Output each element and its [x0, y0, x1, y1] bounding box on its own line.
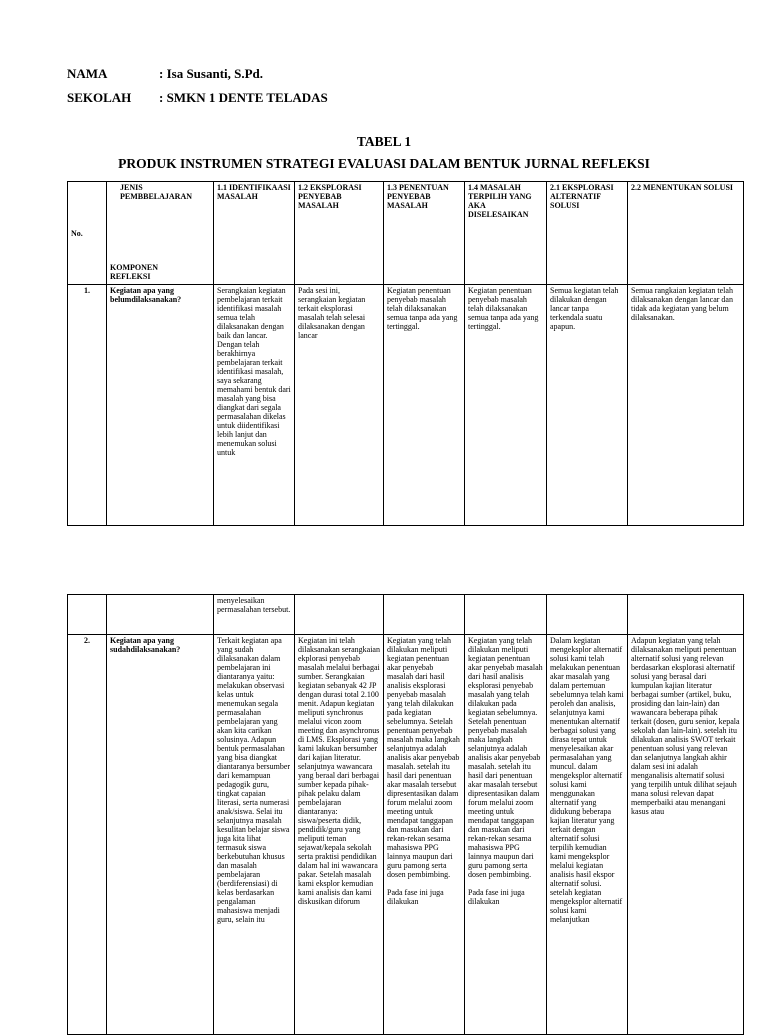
cell-text-tail: Pada fase ini juga dilakukan — [387, 888, 444, 906]
col-header-1-2: 1.2 EKSPLORASI PENYEBAB MASALAH — [295, 182, 384, 285]
col-header-2-2: 2.2 MENENTUKAN SOLUSI — [628, 182, 744, 285]
table-cell: Kegiatan ini telah dilaksanakan serangkaian ekplorasi penyebab masalah melalui berbagai sumber. Serangkaian kegiatan sebanyak 42 JP dengan durasi total 2.100 menit. Adapun kegiatan meliputi synchronus melalui vicon zoom meeting dan asynchronus di LMS. Eksplorasi yang kami lakukan bersumber dari kajian literatur. selanjutnya wawancara yang beraal dari berbagai sumber kepada pihak-pihak pelaku dalam pembelajaran diantaranya: siswa/peserta didik, pendidik/guru yang meliputi teman sejawat/kepala sekolah serta praktisi pendidikan dalam hal ini wawancara pakar. Setelah masalah kami eksplor kemudian kami analisis dan kami diskusikan diforum — [295, 635, 384, 1035]
col-header-1-1: 1.1 IDENTIFIKAASI MASALAH — [214, 182, 295, 285]
sekolah-label: SEKOLAH — [67, 90, 132, 105]
table-cell — [465, 635, 547, 1035]
sekolah-value: : SMKN 1 DENTE TELADAS — [159, 90, 328, 105]
cell-text: Kegiatan yang telah dilakukan meliputi kegiatan penentuan akar penyebab masalah dari hasil analisis eksplorasi penyebab masalah yang telah dilakukan pada kegiatan sebelumnya. Setelah penentuan penyebab masalah maka langkah selanjutnya adalah analisis akar penyebab masalah. setelah itu hasil dari penentuan akar masalah tersebut dipresentasikan dalam forum melalui zoom meeting untuk mendapat tanggapan dan masukan dari rekan-rekan sesama mahasiswa PPG lainnya maupun dari guru pamong serta dosen pembimbing. — [468, 636, 543, 879]
table-cell: Terkait kegiatan apa yang sudah dilaksanakan dalam pembelajaran ini diantaranya yaitu: melakukan observasi kelas untuk menemukan segala permasalahan pembelajaran yang akan kita carikan solusinya. Adapun bentuk permasalahan yang bisa diangkat diantaranya bersumber dari kemampuan pedagogik guru, tingkat capaian literasi, serta numerasi anak/siswa. Selai itu selanjutnya masalah kesulitan belajar siswa juga kita lihat termasuk siswa berkebutuhan khusus dan masalah pembelajaran (berdiferensiasi) di kelas berdasarkan pengalaman mahasiswa menjadi guru, selain itu — [214, 635, 295, 1035]
jenis-komponen-header — [107, 182, 214, 285]
nama-label: NAMA — [67, 66, 108, 81]
table-cell: Semua rangkaian kegiatan telah dilaksanakan dengan lancar dan tidak ada kegiatan yang belum dilaksanakan. — [628, 285, 744, 526]
row-number: 2. — [68, 635, 107, 1035]
row-number: 1. — [68, 285, 107, 526]
continuation-row — [68, 595, 744, 635]
cell-text-tail: Pada fase ini juga dilakukan — [468, 888, 525, 906]
table-row — [68, 635, 744, 1035]
table-number: TABEL 1 — [356, 134, 412, 149]
table-cell: Kegiatan penentuan penyebab masalah telah dilaksanakan semua tanpa ada yang tertinggal. — [465, 285, 547, 526]
table-title: PRODUK INSTRUMEN STRATEGI EVALUASI DALAM BENTUK JURNAL REFLEKSI — [118, 156, 650, 171]
table-cell: Pada sesi ini, serangkaian kegiatan terkait eksplorasi masalah telah selesai dilaksanakan dengan lancar — [295, 285, 384, 526]
row-component: Kegiatan apa yang sudahdilaksanakan? — [107, 635, 214, 1035]
table-cell: Kegiatan penentuan penyebab masalah telah dilaksanakan semua tanpa ada yang tertinggal. — [384, 285, 465, 526]
komponen-label: KOMPONEN REFLEKSI — [110, 263, 158, 281]
table-cell: Adapun kegiatan yang telah dilaksanakan meliputi penentuan alternatif solusi yang relevan berdasarkan eksplorasi alternatif solusi yang berasal dari kumpulan kajian literatur berbagai sumber (artikel, buku, prosiding dan lain-lain) dan wawancara beberapa pihak terkait (dosen, guru senior, kepala sekolah dan lain-lain). setelah itu dilakukan analisis SWOT terkait penentuan solusi yang relevan dan selanjutnya langkah akhir dalam sesi ini adalah menganalisis alternatif solusi yang terpilih untuk dilihat sejauh mana solusi relevan dapat memperbaiki atau menangani kasus atau — [628, 635, 744, 1035]
reflection-table-part1 — [67, 181, 744, 526]
table-cell: Serangkaian kegiatan pembelajaran terkait identifikasi masalah semua telah dilaksanakan dengan baik dan lancar. Dengan telah berakhirnya pembelajaran terkait identifikasi masalah, saya sekarang memahami bentuk dari masalah yang bisa diangkat dari segala permasalahan dikelas untuk diidentifikasi lebih lanjut dan menemukan solusi untuk — [214, 285, 295, 526]
no-header: No. — [68, 182, 107, 285]
jenis-label: JENIS PEMBBELAJARAN — [120, 183, 193, 201]
nama-value: : Isa Susanti, S.Pd. — [159, 66, 264, 81]
col-header-1-4: 1.4 MASALAH TERPILIH YANG AKA DISELESAIKAN — [465, 182, 547, 285]
reflection-table-part2 — [67, 594, 744, 1035]
col-header-2-1: 2.1 EKSPLORASI ALTERNATIF SOLUSI — [547, 182, 628, 285]
col-header-1-3: 1.3 PENENTUAN PENYEBAB MASALAH — [384, 182, 465, 285]
table-cell — [384, 635, 465, 1035]
continuation-cell: menyelesaikan permasalahan tersebut. — [214, 595, 295, 635]
cell-text: Kegiatan yang telah dilakukan meliputi kegiatan penentuan akar penyebab masalah dari hasil analisis eksplorasi penyebab masalah yang telah dilakukan pada kegiatan sebelumnya. Setelah penentuan penyebab masalah maka langkah selanjutnya adalah analisis akar penyebab masalah. setelah itu hasil dari penentuan akar masalah tersebut dipresentasikan dalam forum melalui zoom meeting untuk mendapat tanggapan dan masukan dari rekan-rekan sesama mahasiswa PPG lainnya maupun dari guru pamong serta dosen pembimbing. — [387, 636, 460, 879]
table-row — [68, 285, 744, 526]
table-header-row — [68, 182, 744, 285]
table-cell: Dalam kegiatan mengeksplor alternatif solusi kami telah melakukan penentuan akar masalah yang dalam pertemuan sebelumnya telah kami peroleh dan analisis, selanjutnya kami menentukan alternatif berbagai solusi yang dirasa tepat untuk menyelesaikan akar permasalahan yang muncul. dalam mengeksplor alternatif solusi kami menggunakan alternatif yang didukung beberapa kajian literatur yang terkait dengan alternatif solusi terpilih kemudian kami mengeksplor melalui kegiatan analisis hasil ekspor alternatif solusi. setelah kegiatan mengeksplor alternatif solusi kami melanjutkan — [547, 635, 628, 1035]
table-cell: Semua kegiatan telah dilakukan dengan lancar tanpa terkendala suatu apapun. — [547, 285, 628, 526]
row-component: Kegiatan apa yang belumdilaksanakan? — [107, 285, 214, 526]
